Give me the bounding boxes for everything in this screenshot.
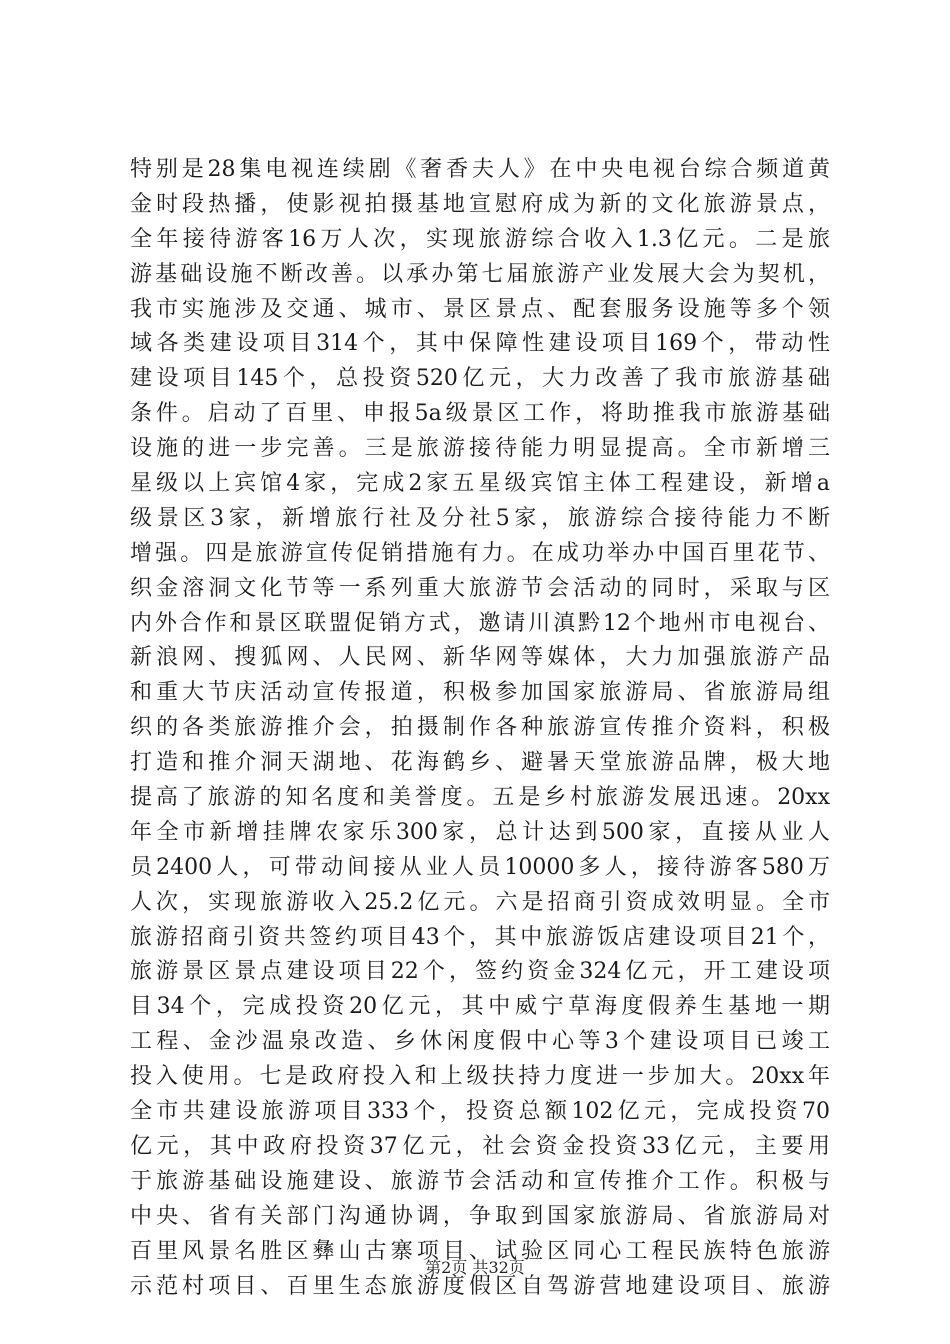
text-line: 旅游景区景点建设项目22个，签约资金324亿元，开工建设项 [130, 959, 830, 985]
text-line: 特别是28集电视连续剧《奢香夫人》在中央电视台综合频道黄 [130, 157, 830, 182]
text-line: 星级以上宾馆4家，完成2家五星级宾馆主体工程建设，新增a [130, 471, 830, 497]
text-line: 人次，实现旅游收入25.2亿元。六是招商引资成效明显。全市 [130, 889, 830, 915]
text-line: 示范村项目、百里生态旅游度假区自驾游营地建设项目、旅游 [130, 1273, 830, 1299]
text-line: 和重大节庆活动宣传报道，积极参加国家旅游局、省旅游局组 [130, 680, 830, 706]
text-line: 投入使用。七是政府投入和上级扶持力度进一步加大。20xx年 [130, 1064, 830, 1090]
text-line: 目34个，完成投资20亿元，其中威宁草海度假养生基地一期 [130, 994, 830, 1020]
text-line: 增强。四是旅游宣传促销措施有力。在成功举办中国百里花节、 [130, 540, 830, 566]
text-line: 全市共建设旅游项目333个，投资总额102亿元，完成投资70 [130, 1099, 830, 1125]
text-line: 全年接待游客16万人次，实现旅游综合收入1.3亿元。二是旅 [130, 226, 830, 252]
text-line: 员2400人，可带动间接从业人员10000多人，接待游客580万 [130, 854, 830, 880]
text-line: 织金溶洞文化节等一系列重大旅游节会活动的同时，采取与区 [130, 575, 830, 601]
text-line: 条件。启动了百里、申报5a级景区工作，将助推我市旅游基础 [130, 401, 830, 427]
text-line: 级景区3家，新增旅行社及分社5家，旅游综合接待能力不断 [130, 505, 830, 531]
text-line: 建设项目145个，总投资520亿元，大力改善了我市旅游基础 [130, 366, 830, 392]
text-line: 工程、金沙温泉改造、乡休闲度假中心等3个建设项目已竣工 [130, 1029, 830, 1055]
text-line: 百里风景名胜区彝山古寨项目、试验区同心工程民族特色旅游 [130, 1238, 830, 1264]
text-line: 织的各类旅游推介会，拍摄制作各种旅游宣传推介资料，积极 [130, 715, 830, 741]
text-line: 于旅游基础设施建设、旅游节会活动和宣传推介工作。积极与 [130, 1168, 830, 1194]
text-line: 年全市新增挂牌农家乐300家，总计达到500家，直接从业人 [130, 819, 830, 845]
text-line: 我市实施涉及交通、城市、景区景点、配套服务设施等多个领 [130, 296, 830, 322]
text-line: 域各类建设项目314个，其中保障性建设项目169个，带动性 [130, 331, 830, 357]
text-line: 金时段热播，使影视拍摄基地宣慰府成为新的文化旅游景点， [130, 191, 830, 217]
text-line: 中央、省有关部门沟通协调，争取到国家旅游局、省旅游局对 [130, 1203, 830, 1229]
text-line: 亿元，其中政府投资37亿元，社会资金投资33亿元，主要用 [130, 1133, 830, 1159]
page-number-footer: 第2页 共32页 [425, 1258, 525, 1277]
text-line: 旅游招商引资共签约项目43个，其中旅游饭店建设项目21个， [130, 924, 830, 950]
text-line: 打造和推介洞天湖地、花海鹤乡、避暑天堂旅游品牌，极大地 [130, 750, 830, 776]
text-line: 内外合作和景区联盟促销方式，邀请川滇黔12个地州市电视台、 [130, 610, 830, 636]
text-line: 提高了旅游的知名度和美誉度。五是乡村旅游发展迅速。20xx [130, 785, 830, 811]
text-line: 新浪网、搜狐网、人民网、新华网等媒体，大力加强旅游产品 [130, 645, 830, 671]
text-line: 设施的进一步完善。三是旅游接待能力明显提高。全市新增三 [130, 436, 830, 462]
body-text [130, 153, 830, 1304]
text-line: 游基础设施不断改善。以承办第七届旅游产业发展大会为契机， [130, 261, 830, 287]
